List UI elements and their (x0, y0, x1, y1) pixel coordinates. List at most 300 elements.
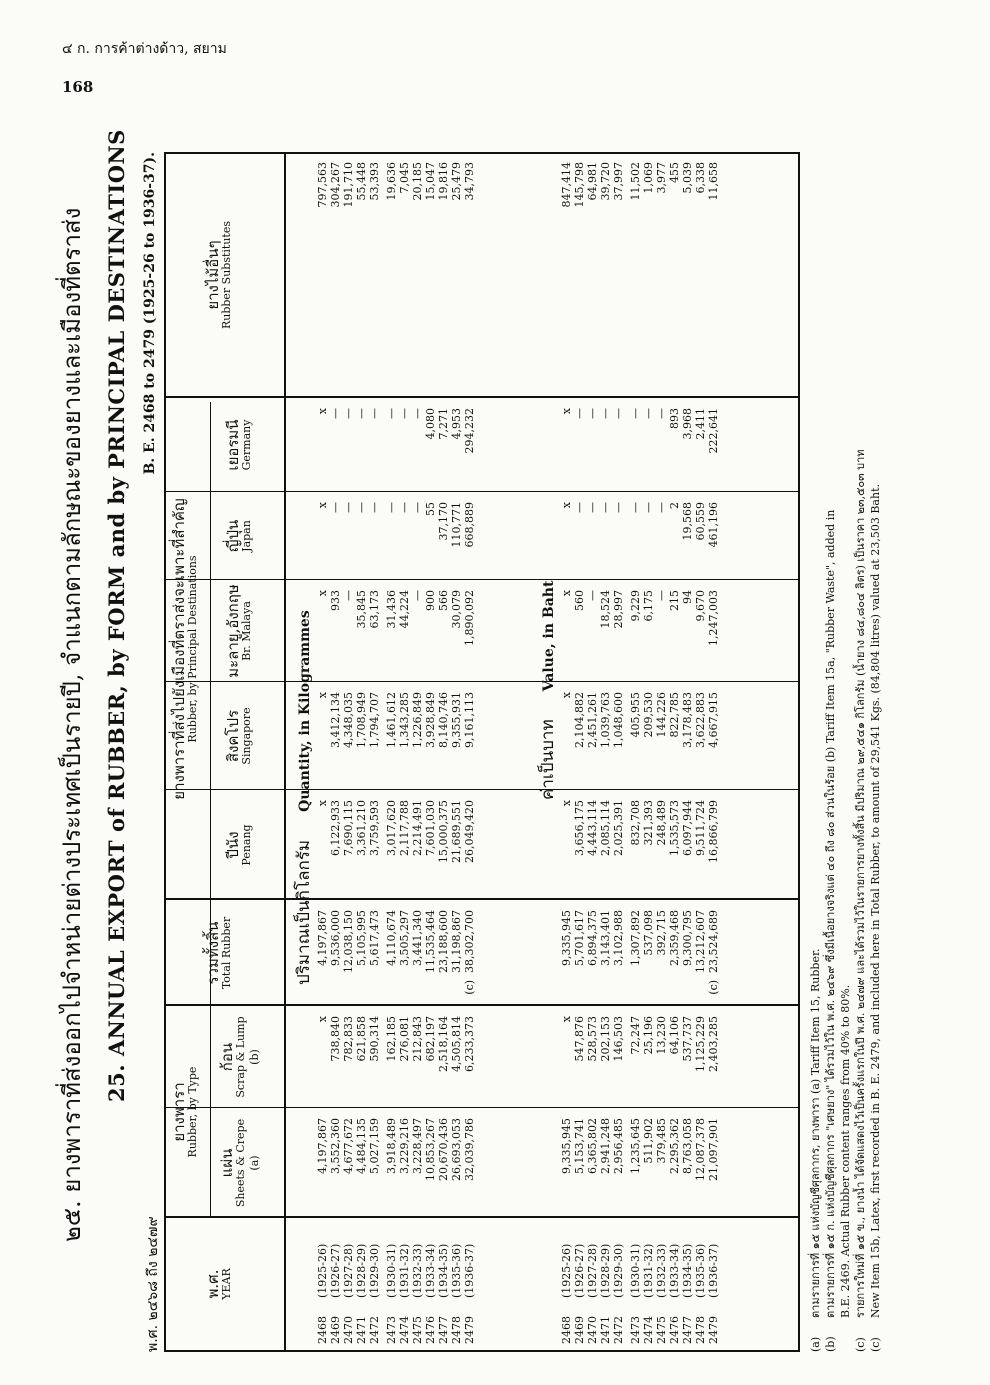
quantity-cell-singapore: 1,461,612 (385, 692, 398, 748)
quantity-cell-japan: 55 (424, 502, 437, 516)
header-year: พ.ศ. YEAR (204, 1268, 233, 1300)
value-cell-penang: 4,443,114 (586, 800, 599, 856)
value-cell-subst: 37,997 (612, 162, 625, 201)
value-cell-malaya: 560 (573, 590, 586, 611)
value-cell-scrap: 1,125,229 (694, 1016, 707, 1072)
value-cell-singapore: 3,622,883 (694, 692, 707, 748)
year-be-cell: 2477 (681, 1316, 694, 1344)
quantity-cell-total: 31,198,867 (450, 910, 463, 973)
quantity-cell-penang: 15,000,375 (437, 800, 450, 863)
quantity-cell-subst: 53,393 (368, 162, 381, 201)
year-ad-cell: (1935-36) (450, 1243, 463, 1298)
value-cell-subst: 1,069 (642, 162, 655, 194)
quantity-cell-sheets: 3,918,489 (385, 1118, 398, 1174)
value-cell-penang: 3,656,175 (573, 800, 586, 856)
header-singapore: สิงคโปร Singapore (224, 707, 253, 765)
value-cell-penang: 9,511,724 (694, 800, 707, 856)
quantity-cell-malaya: 900 (424, 590, 437, 611)
value-cell-germany: 222,641 (707, 408, 720, 454)
quantity-cell-germany: — (411, 408, 424, 419)
year-ad-cell: (1930-31) (385, 1243, 398, 1298)
quantity-cell-penang: 7,601,030 (424, 800, 437, 856)
value-cell-scrap: 528,573 (586, 1016, 599, 1062)
value-cell-total: 3,143,401 (599, 910, 612, 966)
value-cell-singapore: 1,039,763 (599, 692, 612, 748)
value-cell-sheets: 2,956,485 (612, 1118, 625, 1174)
value-cell-subst: 145,798 (573, 162, 586, 208)
header-scrap: ก้อน Scrap & Lump (b) (218, 1016, 261, 1098)
quantity-cell-penang: 3,759,593 (368, 800, 381, 856)
value-cell-sheets: 9,335,945 (560, 1118, 573, 1174)
quantity-cell-scrap: 590,314 (368, 1016, 381, 1062)
quantity-cell-japan: — (398, 502, 411, 513)
quantity-cell-germany: 7,271 (437, 408, 450, 440)
quantity-cell-singapore: 3,928,849 (424, 692, 437, 748)
year-ad-cell: (1936-37) (707, 1243, 720, 1298)
table-title-thai (52, 208, 91, 1242)
year-ad-cell: (1925-26) (560, 1243, 573, 1298)
qty-malaya-column (316, 590, 476, 682)
quantity-cell-sheets: 3,552,360 (329, 1118, 342, 1174)
quantity-cell-penang: 7,690,115 (342, 800, 355, 856)
value-cell-malaya: 94 (681, 590, 694, 604)
header-sheets: แผ่น Sheets & Crepe (a) (218, 1118, 261, 1208)
quantity-cell-germany: — (368, 408, 381, 419)
year-ad-cell: (1932-33) (411, 1243, 424, 1298)
header-japan: ญี่ปุ่น Japan (224, 519, 253, 553)
year-ad-cell: (1928-29) (599, 1243, 612, 1298)
quantity-cell-germany: 294,232 (463, 408, 476, 454)
value-cell-subst: 39,720 (599, 162, 612, 201)
val-germany-column (560, 408, 720, 492)
value-cell-malaya: 1,247,003 (707, 590, 720, 646)
value-cell-singapore: 4,667,915 (707, 692, 720, 748)
value-cell-japan: — (599, 502, 612, 513)
years-be-quantity (316, 1300, 476, 1344)
quantity-cell-scrap: 738,840 (329, 1016, 342, 1062)
quantity-cell-germany: 4,953 (450, 408, 463, 440)
quantity-cell-total: 5,105,995 (355, 910, 368, 966)
quantity-cell-malaya: 31,436 (385, 590, 398, 629)
year-be-cell: 2468 (316, 1316, 329, 1344)
year-be-cell: 2472 (368, 1316, 381, 1344)
value-cell-singapore: 822,785 (668, 692, 681, 738)
quantity-cell-total: 9,536,000 (329, 910, 342, 966)
footnote: (a)ตามรายการที่ ๑๕ แห่งบัญชีศุลกากร, ยางพารา (a) Tariff Item 15, Rubber. (809, 948, 822, 1352)
quantity-cell-subst: 7,045 (398, 162, 411, 194)
value-cell-total: 392,715 (655, 910, 668, 956)
qty-singapore-column (316, 692, 476, 790)
year-be-cell: 2471 (355, 1316, 368, 1344)
value-cell-malaya: x (560, 590, 573, 597)
value-cell-total: 13,212,607 (694, 910, 707, 973)
footnotes (808, 152, 883, 1352)
year-be-cell: 2479 (707, 1316, 720, 1344)
year-ad-cell: (1935-36) (694, 1243, 707, 1298)
quantity-cell-japan: 37,170 (437, 502, 450, 541)
quantity-cell-total: 23,188,600 (437, 910, 450, 973)
year-be-cell: 2469 (329, 1316, 342, 1344)
qty-substitutes-column (316, 162, 476, 398)
quantity-cell-singapore: 1,343,285 (398, 692, 411, 748)
value-cell-subst: 11,502 (629, 162, 642, 201)
quantity-cell-malaya: 1,890,092 (463, 590, 476, 646)
year-be-cell: 2477 (437, 1316, 450, 1344)
quantity-cell-japan: 110,771 (450, 502, 463, 548)
value-cell-total: 2,359,468 (668, 910, 681, 966)
year-ad-cell: (1931-32) (642, 1243, 655, 1298)
year-ad-cell: (1931-32) (398, 1243, 411, 1298)
quantity-cell-malaya: x (316, 590, 329, 597)
year-ad-cell: (1926-27) (329, 1243, 342, 1298)
value-cell-scrap: 72,247 (629, 1016, 642, 1055)
years-ad-value (560, 1222, 720, 1298)
export-table (164, 152, 800, 1352)
page-number: 168 (62, 78, 94, 96)
value-cell-total: 6,894,375 (586, 910, 599, 966)
value-cell-total: 537,098 (642, 910, 655, 956)
header-destinations: ยางพาราที่ส่งไปยังเมืองที่ตราส่งจะเพาะที่สำคัญ Rubber, by Principal Destinations (170, 498, 199, 800)
value-cell-subst: 64,981 (586, 162, 599, 201)
quantity-cell-scrap: 621,858 (355, 1016, 368, 1062)
value-cell-penang: 832,708 (629, 800, 642, 846)
value-cell-malaya: — (655, 590, 668, 601)
qty-japan-column (316, 502, 476, 580)
quantity-cell-singapore: 4,348,035 (342, 692, 355, 748)
quantity-cell-total: 11,535,464 (424, 910, 437, 973)
quantity-cell-germany: — (355, 408, 368, 419)
year-ad-cell: (1927-28) (586, 1243, 599, 1298)
quantity-cell-penang: 6,122,933 (329, 800, 342, 856)
quantity-cell-singapore: 1,226,849 (411, 692, 424, 748)
quantity-cell-japan: — (411, 502, 424, 513)
quantity-cell-total: 4,110,674 (385, 910, 398, 966)
value-cell-malaya: 28,997 (612, 590, 625, 629)
quantity-cell-singapore: 1,708,949 (355, 692, 368, 748)
value-cell-total: 9,300,795 (681, 910, 694, 966)
quantity-cell-sheets: 10,853,267 (424, 1118, 437, 1181)
value-cell-sheets: 5,153,741 (573, 1118, 586, 1174)
quantity-cell-penang: 2,214,491 (411, 800, 424, 856)
val-malaya-column (560, 590, 720, 682)
header-substitutes: ยางไม้อื่นๆ Rubber Substitutes (204, 220, 233, 330)
quantity-cell-sheets: 4,197,867 (316, 1118, 329, 1174)
year-ad-cell: (1926-27) (573, 1243, 586, 1298)
value-cell-malaya: 9,670 (694, 590, 707, 622)
value-cell-japan: — (642, 502, 655, 513)
year-range-thai: พ.ศ. ๒๔๖๘ ถึง ๒๔๗๙ (145, 1216, 161, 1352)
quantity-cell-malaya: — (411, 590, 424, 601)
value-cell-singapore: 405,955 (629, 692, 642, 738)
value-cell-sheets: 8,763,058 (681, 1118, 694, 1174)
quantity-cell-sheets: 4,677,672 (342, 1118, 355, 1174)
quantity-cell-penang: 21,689,551 (450, 800, 463, 863)
section-value: ค่าเป็นบาทValue, in Baht (538, 580, 558, 800)
year-be-cell: 2476 (668, 1316, 681, 1344)
year-be-cell: 2476 (424, 1316, 437, 1344)
value-cell-scrap: 64,106 (668, 1016, 681, 1055)
quantity-cell-sheets: 32,039,786 (463, 1118, 476, 1181)
quantity-cell-singapore: 3,412,134 (329, 692, 342, 748)
quantity-cell-total: 3,441,340 (411, 910, 424, 966)
year-range-english: B. E. 2468 to 2479 (1925-26 to 1936-37). (142, 152, 158, 475)
quantity-cell-subst: 19,816 (437, 162, 450, 201)
value-cell-penang: 2,085,114 (599, 800, 612, 856)
quantity-cell-japan: — (355, 502, 368, 513)
value-cell-subst: 5,039 (681, 162, 694, 194)
value-cell-penang: 2,025,391 (612, 800, 625, 856)
quantity-cell-scrap: 2,518,164 (437, 1016, 450, 1072)
quantity-cell-subst: 191,710 (342, 162, 355, 208)
year-be-cell: 2475 (655, 1316, 668, 1344)
quantity-cell-scrap: 162,185 (385, 1016, 398, 1062)
footnote: (b)ตามรายการที่ ๑๕ ก. แห่งบัญชีศุลกากร "เศษยาง" ได้รวมไว้ใน พ.ศ. ๒๔๖๙ ซึ่งมีเนื้อยางจริงแต่ ๔๐ ถึง ๘๐ ส่วนในร้อย (b) Tariff Item 15a, "Rubber Waste", added in (824, 509, 837, 1352)
year-be-cell: 2468 (560, 1316, 573, 1344)
value-cell-subst: 6,338 (694, 162, 707, 194)
year-be-cell: 2474 (642, 1316, 655, 1344)
value-cell-germany: 2,411 (694, 408, 707, 440)
quantity-cell-germany: — (329, 408, 342, 419)
qty-total-column (316, 910, 476, 1006)
footnote: (c)New Item 15b, Latex, first recorded in B. E. 2479, and included here in Total Rubber, to amount of 29,541 Kgs. (84,804 litres) valued at 23,503 Baht. (869, 484, 882, 1352)
quantity-cell-penang: 3,017,620 (385, 800, 398, 856)
value-cell-japan: — (586, 502, 599, 513)
quantity-cell-penang: 2,117,788 (398, 800, 411, 856)
value-cell-total: (c) 23,524,689 (707, 910, 720, 995)
value-cell-germany: 3,968 (681, 408, 694, 440)
quantity-cell-scrap: 6,233,373 (463, 1016, 476, 1072)
qty-scrap-column (316, 1016, 476, 1108)
value-cell-scrap: 13,230 (655, 1016, 668, 1055)
quantity-cell-sheets: 5,027,159 (368, 1118, 381, 1174)
value-cell-sheets: 12,087,378 (694, 1118, 707, 1181)
header-total: รวมทั้งสิ้น Total Rubber (204, 916, 233, 990)
value-cell-japan: 60,559 (694, 502, 707, 541)
quantity-cell-subst: 34,793 (463, 162, 476, 201)
val-substitutes-column (560, 162, 720, 398)
quantity-cell-sheets: 3,229,216 (398, 1118, 411, 1174)
val-singapore-column (560, 692, 720, 790)
quantity-cell-japan: — (342, 502, 355, 513)
value-cell-scrap: 547,876 (573, 1016, 586, 1062)
quantity-cell-subst: 20,185 (411, 162, 424, 201)
value-cell-japan: 2 (668, 502, 681, 509)
quantity-cell-malaya: — (342, 590, 355, 601)
value-cell-scrap: 202,153 (599, 1016, 612, 1062)
quantity-cell-total: (c) 38,302,700 (463, 910, 476, 995)
quantity-cell-subst: 304,267 (329, 162, 342, 208)
quantity-cell-singapore: 9,161,113 (463, 692, 476, 748)
value-cell-malaya: 18,524 (599, 590, 612, 629)
footnote: (c)รายการใหม่ที่ ๑๕ ข., ยางน้ำ ได้จัดแสดงไว้เป็นครั้งแรกในปี พ.ศ. ๒๔๗๙ และได้รวมไว้ในรายการยางทั้งสิ้น มีปริมาณ ๒๙,๕๔๑ กิโลกรัม (น้ำยาง ๘๔,๘๐๔ ลิตร) เป็นราคา ๒๓,๕๐๓ บาท (854, 449, 867, 1352)
value-cell-malaya: 9,229 (629, 590, 642, 622)
year-be-cell: 2469 (573, 1316, 586, 1344)
value-cell-malaya: — (586, 590, 599, 601)
year-be-cell: 2473 (385, 1316, 398, 1344)
quantity-cell-total: 5,617,473 (368, 910, 381, 966)
value-cell-japan: 461,196 (707, 502, 720, 548)
val-total-column (560, 910, 720, 1006)
year-ad-cell: (1927-28) (342, 1243, 355, 1298)
section-quantity: ปริมาณเป็นกิโลกรัมQuantity, in Kilogrammes (294, 610, 314, 985)
value-cell-sheets: 21,097,901 (707, 1118, 720, 1181)
years-ad-quantity (316, 1222, 476, 1298)
year-ad-cell: (1932-33) (655, 1243, 668, 1298)
quantity-cell-scrap: 212,843 (411, 1016, 424, 1062)
quantity-cell-subst: 19,636 (385, 162, 398, 201)
quantity-cell-malaya: 35,845 (355, 590, 368, 629)
value-cell-japan: 19,568 (681, 502, 694, 541)
value-cell-sheets: 6,365,802 (586, 1118, 599, 1174)
value-cell-scrap: 537,737 (681, 1016, 694, 1062)
value-cell-scrap: 2,403,285 (707, 1016, 720, 1072)
val-sheets-column (560, 1118, 720, 1218)
value-cell-singapore: 3,178,483 (681, 692, 694, 748)
value-cell-penang: 1,535,573 (668, 800, 681, 856)
quantity-cell-total: 4,197,867 (316, 910, 329, 966)
quantity-cell-singapore: 8,140,746 (437, 692, 450, 748)
year-be-cell: 2479 (463, 1316, 476, 1344)
year-be-cell: 2475 (411, 1316, 424, 1344)
quantity-cell-malaya: 933 (329, 590, 342, 611)
quantity-cell-penang: x (316, 800, 329, 807)
year-be-cell: 2473 (629, 1316, 642, 1344)
quantity-cell-subst: 15,047 (424, 162, 437, 201)
value-cell-germany: x (560, 408, 573, 415)
value-cell-penang: 248,489 (655, 800, 668, 846)
value-cell-sheets: 1,235,645 (629, 1118, 642, 1174)
table-number: ๒๕. (58, 1200, 86, 1242)
quantity-cell-malaya: 566 (437, 590, 450, 611)
value-cell-singapore: 209,530 (642, 692, 655, 738)
value-cell-total: 9,335,945 (560, 910, 573, 966)
value-cell-penang: 6,097,944 (681, 800, 694, 856)
quantity-cell-sheets: 3,228,497 (411, 1118, 424, 1174)
quantity-cell-germany: 4,080 (424, 408, 437, 440)
value-cell-sheets: 511,902 (642, 1118, 655, 1164)
value-cell-germany: — (586, 408, 599, 419)
value-cell-germany: 893 (668, 408, 681, 429)
value-cell-penang: 321,393 (642, 800, 655, 846)
quantity-cell-singapore: 9,355,931 (450, 692, 463, 748)
year-ad-cell: (1934-35) (437, 1243, 450, 1298)
quantity-cell-total: 12,038,150 (342, 910, 355, 973)
header-germany: เยอรมนี Germany (224, 419, 253, 471)
quantity-cell-japan: x (316, 502, 329, 509)
year-be-cell: 2471 (599, 1316, 612, 1344)
value-cell-germany: — (599, 408, 612, 419)
value-cell-total: 1,307,892 (629, 910, 642, 966)
value-cell-japan: — (612, 502, 625, 513)
quantity-cell-subst: 55,448 (355, 162, 368, 201)
quantity-cell-subst: 797,563 (316, 162, 329, 208)
header-penang: ปีนัง Penang (224, 824, 253, 866)
year-be-cell: 2470 (586, 1316, 599, 1344)
value-cell-germany: — (629, 408, 642, 419)
year-ad-cell: (1936-37) (463, 1243, 476, 1298)
value-cell-japan: — (629, 502, 642, 513)
year-ad-cell: (1925-26) (316, 1243, 329, 1298)
year-be-cell: 2478 (694, 1316, 707, 1344)
year-ad-cell: (1933-34) (668, 1243, 681, 1298)
header-rubber-by-type: ยางพารา Rubber, by Type (170, 1066, 199, 1158)
running-header: ๔ ก. การค้าต่างด้าว, สยาม (62, 41, 227, 57)
years-be-value (560, 1300, 720, 1344)
value-cell-singapore: 2,104,882 (573, 692, 586, 748)
year-be-cell: 2470 (342, 1316, 355, 1344)
value-cell-sheets: 379,485 (655, 1118, 668, 1164)
quantity-cell-germany: x (316, 408, 329, 415)
quantity-cell-total: 3,505,297 (398, 910, 411, 966)
qty-germany-column (316, 408, 476, 492)
value-cell-singapore: 1,048,600 (612, 692, 625, 748)
quantity-cell-scrap: 782,833 (342, 1016, 355, 1062)
year-ad-cell: (1933-34) (424, 1243, 437, 1298)
value-cell-penang: x (560, 800, 573, 807)
val-japan-column (560, 502, 720, 580)
quantity-cell-malaya: 63,173 (368, 590, 381, 629)
quantity-cell-japan: — (385, 502, 398, 513)
quantity-cell-subst: 25,479 (450, 162, 463, 201)
quantity-cell-penang: 3,361,210 (355, 800, 368, 856)
value-cell-subst: 3,977 (655, 162, 668, 194)
value-cell-total: 3,102,988 (612, 910, 625, 966)
quantity-cell-malaya: 30,079 (450, 590, 463, 629)
quantity-cell-japan: — (368, 502, 381, 513)
value-cell-japan: — (573, 502, 586, 513)
value-cell-japan: x (560, 502, 573, 509)
quantity-cell-sheets: 26,693,053 (450, 1118, 463, 1181)
year-ad-cell: (1929-30) (612, 1243, 625, 1298)
val-scrap-column (560, 1016, 720, 1108)
value-cell-germany: — (642, 408, 655, 419)
year-be-cell: 2478 (450, 1316, 463, 1344)
footnote: B.E. 2469. Actual Rubber content ranges from 40% to 80%. (839, 984, 852, 1318)
year-be-cell: 2472 (612, 1316, 625, 1344)
value-cell-malaya: 215 (668, 590, 681, 611)
value-cell-penang: 16,866,799 (707, 800, 720, 863)
quantity-cell-sheets: 4,484,135 (355, 1118, 368, 1174)
value-cell-subst: 847,414 (560, 162, 573, 208)
title-thai-text: ยางพาราที่ส่งออกไปจำหน่ายต่างประเทศเป็นรายปี, จำแนกตามลักษณะของยางและเมืองที่ตราส่ง (58, 207, 86, 1193)
year-ad-cell: (1934-35) (681, 1243, 694, 1298)
year-be-cell: 2474 (398, 1316, 411, 1344)
value-cell-singapore: x (560, 692, 573, 699)
value-cell-germany: — (655, 408, 668, 419)
value-cell-germany: — (612, 408, 625, 419)
value-cell-japan: — (655, 502, 668, 513)
value-cell-scrap: 25,196 (642, 1016, 655, 1055)
rotated-table-page (46, 129, 926, 1352)
value-cell-scrap: 146,503 (612, 1016, 625, 1062)
value-cell-subst: 11,658 (707, 162, 720, 201)
rule (210, 402, 211, 1218)
year-ad-cell: (1929-30) (368, 1243, 381, 1298)
value-cell-sheets: 2,941,248 (599, 1118, 612, 1174)
rule (284, 154, 286, 1350)
year-ad-cell: (1930-31) (629, 1243, 642, 1298)
qty-sheets-column (316, 1118, 476, 1218)
value-cell-malaya: 6,175 (642, 590, 655, 622)
value-cell-singapore: 144,226 (655, 692, 668, 738)
quantity-cell-sheets: 20,670,436 (437, 1118, 450, 1181)
quantity-cell-singapore: 1,794,707 (368, 692, 381, 748)
year-ad-cell: (1928-29) (355, 1243, 368, 1298)
value-cell-subst: 455 (668, 162, 681, 183)
quantity-cell-scrap: 276,081 (398, 1016, 411, 1062)
quantity-cell-japan: 668,889 (463, 502, 476, 548)
quantity-cell-japan: — (329, 502, 342, 513)
